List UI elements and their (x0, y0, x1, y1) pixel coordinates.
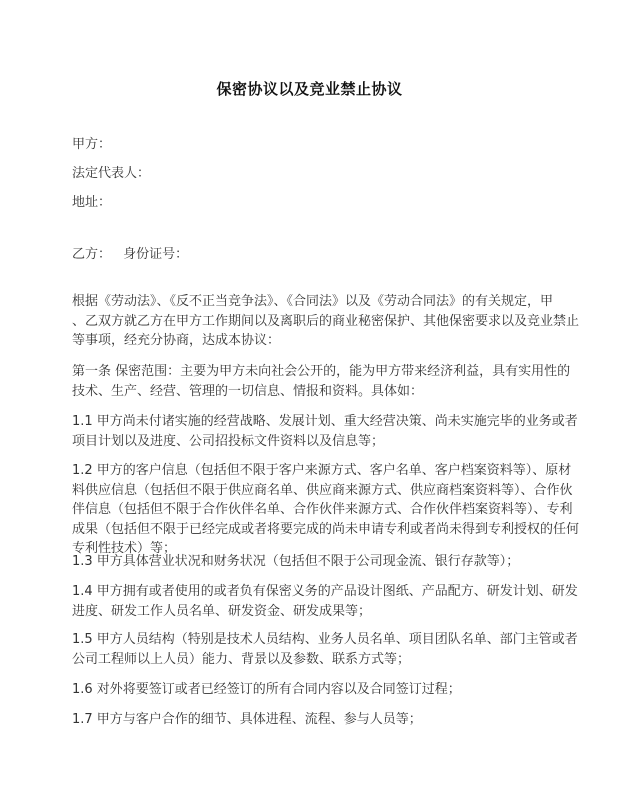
text-line: 进度、研发工作人员名单、研发资金、研发成果等； (72, 603, 372, 619)
text-line: 1.7 甲方与客户合作的细节、具体进程、流程、参与人员等； (72, 712, 422, 727)
clause-1-4-paragraph (72, 582, 578, 621)
clause-1-1-paragraph (72, 412, 578, 451)
text-line: 第一条 保密范围：主要为甲方未向社会公开的，能为甲方带来经济利益，具有实用性的 (72, 364, 571, 379)
legal-representative-label: 法定代表人： (72, 166, 151, 181)
text-line: 1.6 对外将要签订或者已经签订的所有合同内容以及合同签订过程； (72, 682, 461, 697)
clause-1-6-paragraph (72, 680, 562, 700)
clause-1-7-paragraph (72, 710, 562, 730)
clause-1-2-paragraph (72, 461, 580, 559)
text-line: 专利性技术）等； (72, 541, 177, 557)
preamble-paragraph (72, 292, 580, 351)
text-line: 伴信息（包括但不限于合作伙伴名单、合作伙伴来源方式、合作伙伴档案资料等）、专利 (72, 502, 573, 518)
text-line: 料供应信息（包括但不限于供应商名单、供应商来源方式、供应商档案资料等）、合作伙 (72, 482, 573, 498)
party-a-label: 甲方： (72, 137, 112, 152)
party-b-row (72, 243, 188, 262)
text-line: 1.4 甲方拥有或者使用的或者负有保密义务的产品设计图纸、产品配方、研发计划、研发 (72, 584, 578, 599)
text-line: 1.1 甲方尚未付诸实施的经营战略、发展计划、重大经营决策、尚未实施完毕的业务或者 (72, 414, 578, 429)
article-1-paragraph (72, 362, 571, 401)
document-title: 保密协议以及竞业禁止协议 (216, 80, 403, 98)
text-line: 1.5 甲方人员结构（特别是技术人员结构、业务人员名单、项目团队名单、部门主管或者 (72, 632, 578, 647)
text-line: 技术、生产、经营、管理的一切信息、情报和资料。具体如： (72, 383, 424, 399)
text-line: 公司工程师以上人员）能力、背景以及参数、联系方式等； (72, 651, 411, 667)
address-label: 地址： (72, 195, 112, 210)
clause-1-5-paragraph (72, 630, 578, 669)
id-number-label: 身份证号： (123, 247, 189, 262)
text-line: 1.3 甲方具体营业状况和财务状况（包括但不限于公司现金流、银行存款等）； (72, 554, 520, 569)
text-line: 、乙双方就乙方在甲方工作期间以及离职后的商业秘密保护、其他保密要求以及竞业禁止 (72, 313, 580, 329)
clause-1-3-paragraph (72, 552, 562, 572)
text-line: 等事项，经充分协商，达成本协议： (72, 333, 281, 349)
text-line: 成果（包括但不限于已经完成或者将要完成的尚未申请专利或者尚未得到专利授权的任何 (72, 521, 580, 537)
text-line: 项目计划以及进度、公司招投标文件资料以及信息等； (72, 433, 385, 449)
text-line: 根据《劳动法》、《反不正当竞争法》、《合同法》以及《劳动合同法》的有关规定，甲 (72, 294, 554, 309)
party-b-label: 乙方： (72, 247, 112, 262)
text-line: 1.2 甲方的客户信息（包括但不限于客户来源方式、客户名单、客户档案资料等）、原材 (72, 463, 572, 478)
